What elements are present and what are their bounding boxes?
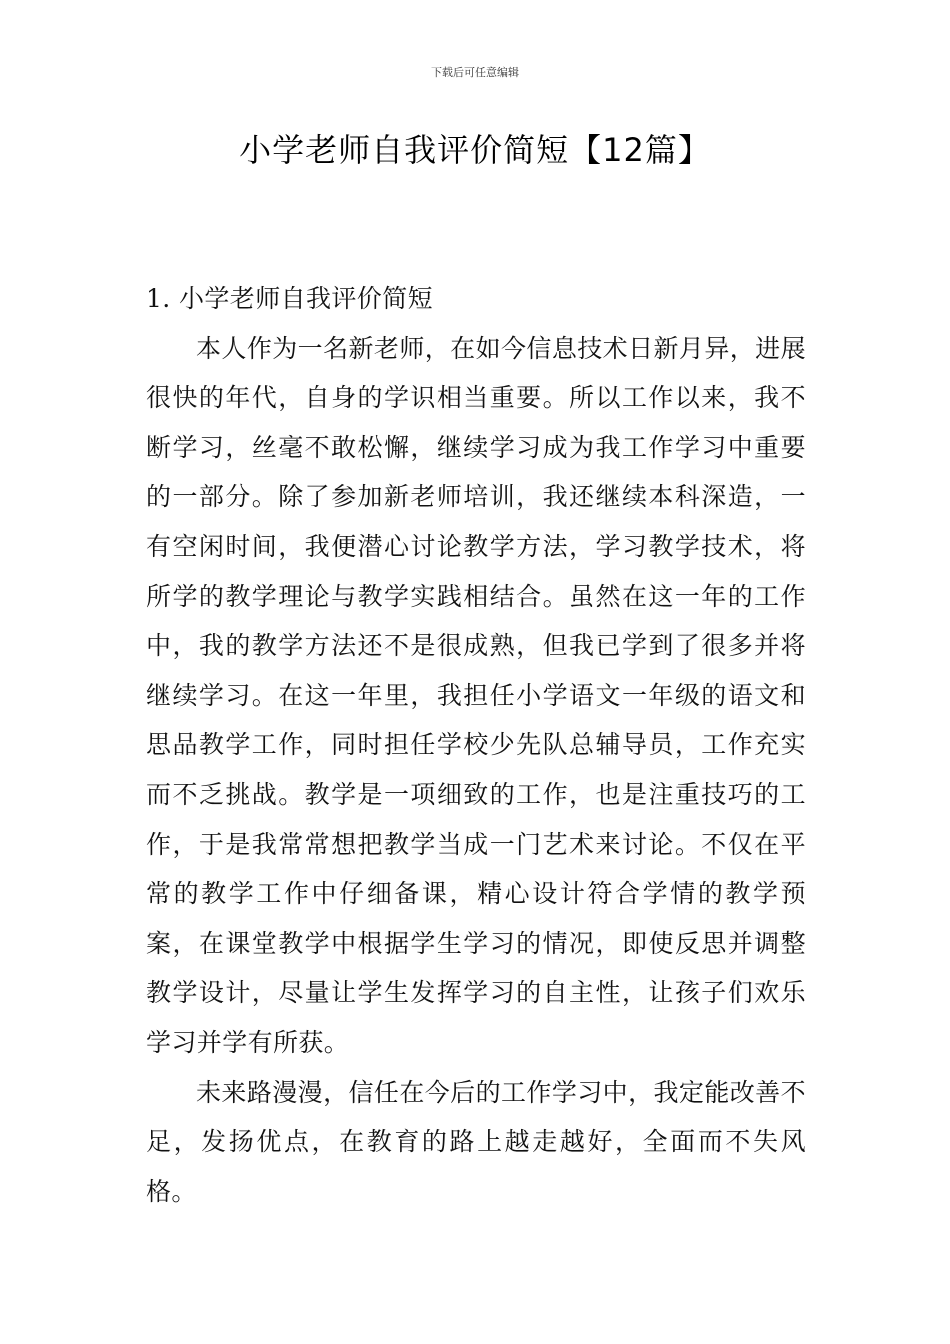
header-note: 下载后可任意编辑 xyxy=(431,66,519,79)
section-heading: 1. 小学老师自我评价简短 xyxy=(146,284,434,313)
document-body xyxy=(146,274,806,1216)
body-paragraph: 本人作为一名新老师，在如今信息技术日新月异，进展很快的年代，自身的学识相当重要。所以工作以来，我不断学习，丝毫不敢松懈，继续学习成为我工作学习中重要的一部分。除了参加新老师培训，我还继续本科深造，一有空闲时间，我便潜心讨论教学方法，学习教学技术，将所学的教学理论与教学实践相结合。虽然在这一年的工作中，我的教学方法还不是很成熟，但我已学到了很多并将继续学习。在这一年里，我担任小学语文一年级的语文和思品教学工作，同时担任学校少先队总辅导员，工作充实而不乏挑战。教学是一项细致的工作，也是注重技巧的工作，于是我常常想把教学当成一门艺术来讨论。不仅在平常的教学工作中仔细备课，精心设计符合学情的教学预案，在课堂教学中根据学生学习的情况，即使反思并调整教学设计，尽量让学生发挥学习的自主性，让孩子们欢乐学习并学有所获。 xyxy=(146,333,806,1057)
body-paragraph: 未来路漫漫，信任在今后的工作学习中，我定能改善不足，发扬优点，在教育的路上越走越好，全面而不失风格。 xyxy=(146,1077,806,1206)
document-title: 小学老师自我评价简短【12篇】 xyxy=(239,131,711,169)
